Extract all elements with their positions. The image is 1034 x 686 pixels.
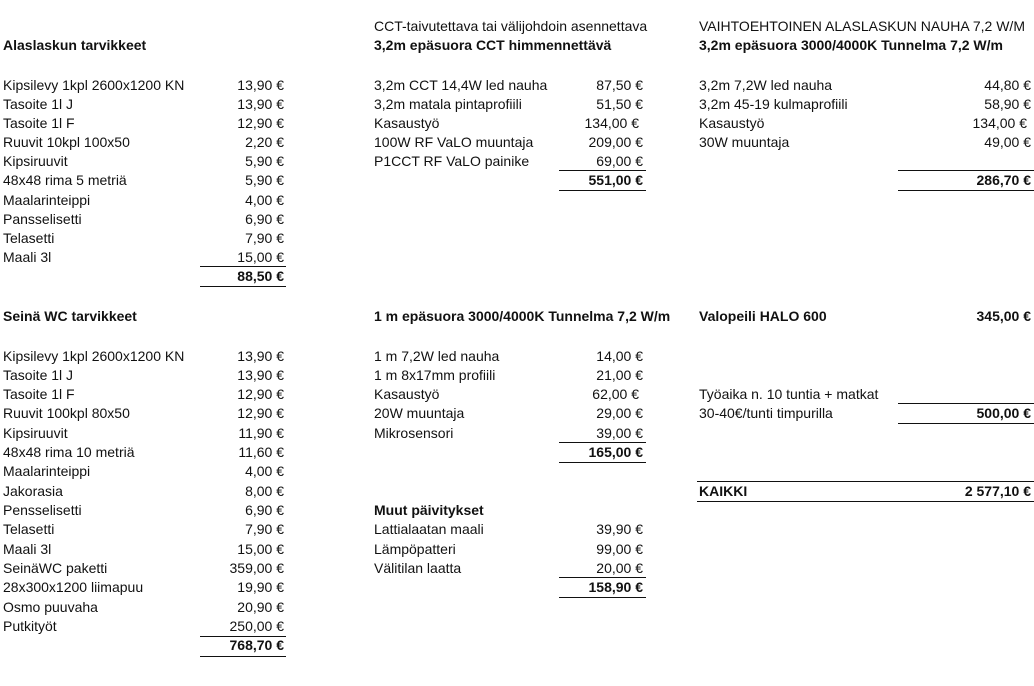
section-total: 165,00 €	[588, 444, 643, 460]
total-rule	[200, 656, 286, 657]
total-rule	[200, 286, 286, 287]
item-name: Välitilan laatta	[374, 560, 462, 576]
grand-total-value: 2 577,10 €	[964, 483, 1031, 499]
item-name: Ruuvit 10kpl 100x50	[3, 134, 130, 150]
item-name: Maalarinteippi	[3, 192, 91, 208]
tyoaika-total: 500,00 €	[976, 405, 1031, 421]
section-subtitle: VAIHTOEHTOINEN ALASLASKUN NAUHA 7,2 W/M	[699, 18, 1025, 34]
item-price: 6,90 €	[245, 211, 284, 227]
total-rule	[559, 190, 646, 191]
item-name: Lämpöpatteri	[374, 541, 456, 557]
section-title: Alaslaskun tarvikkeet	[3, 37, 147, 53]
item-price: 5,90 €	[245, 172, 284, 188]
item-name: P1CCT RF VaLO painike	[374, 153, 530, 169]
item-price: 29,00 €	[596, 405, 643, 421]
valopeili-name: Valopeili HALO 600	[699, 308, 827, 324]
section-total: 158,90 €	[588, 579, 643, 595]
section-total: 768,70 €	[229, 637, 284, 653]
item-price: 15,00 €	[237, 249, 284, 265]
item-price: 14,00 €	[596, 348, 643, 364]
item-name: Kipsiruuvit	[3, 153, 68, 169]
total-rule	[898, 423, 1034, 424]
item-price: 39,90 €	[596, 521, 643, 537]
item-price: 58,90 €	[984, 96, 1031, 112]
item-name: Tasoite 1l F	[3, 386, 75, 402]
item-name: 3,2m matala pintaprofiili	[374, 96, 522, 112]
item-name: 48x48 rima 10 metriä	[3, 444, 135, 460]
section-title: Seinä WC tarvikkeet	[3, 308, 137, 324]
item-price: 11,60 €	[238, 444, 284, 460]
item-name: 3,2m CCT 14,4W led nauha	[374, 77, 548, 93]
tyoaika-line2: 30-40€/tunti timpurilla	[699, 405, 833, 421]
item-name: 3,2m 7,2W led nauha	[699, 77, 833, 93]
item-name: Kipsiruuvit	[3, 425, 68, 441]
item-name: Maalarinteippi	[3, 463, 91, 479]
tyoaika-line1: Työaika n. 10 tuntia + matkat	[699, 386, 879, 402]
item-price: 7,90 €	[245, 521, 284, 537]
section-title: Muut päivitykset	[374, 502, 484, 518]
section-title: 1 m epäsuora 3000/4000K Tunnelma 7,2 W/m	[374, 308, 671, 324]
item-name: Jakorasia	[3, 483, 63, 499]
item-price: 13,90 €	[237, 348, 284, 364]
item-price: 51,50 €	[596, 96, 643, 112]
grand-total-label: KAIKKI	[699, 483, 748, 499]
item-price: 12,90 €	[237, 115, 284, 131]
item-name: 1 m 7,2W led nauha	[374, 348, 500, 364]
item-name: 48x48 rima 5 metriä	[3, 172, 127, 188]
section-total: 88,50 €	[237, 268, 284, 284]
item-name: Maali 3l	[3, 249, 52, 265]
item-name: 100W RF VaLO muuntaja	[374, 134, 534, 150]
item-price: 250,00 €	[229, 618, 284, 634]
item-price: 13,90 €	[237, 77, 284, 93]
item-price: 2,20 €	[245, 134, 284, 150]
item-price: 6,90 €	[245, 502, 284, 518]
item-price: 87,50 €	[596, 77, 643, 93]
item-name: Osmo puuvaha	[3, 599, 98, 615]
grand-total-bottom-rule	[697, 501, 1034, 502]
item-price: 13,90 €	[237, 367, 284, 383]
item-name: Kipsilevy 1kpl 2600x1200 KN	[3, 77, 185, 93]
item-name: Kasaustyö	[699, 115, 765, 131]
item-name: 30W muuntaja	[699, 134, 790, 150]
item-name: Mikrosensori	[374, 425, 454, 441]
item-price: 21,00 €	[596, 367, 643, 383]
item-name: Kasaustyö	[374, 115, 440, 131]
item-price: 12,90 €	[237, 405, 284, 421]
item-name: Tasoite 1l J	[3, 96, 74, 112]
item-price: 7,90 €	[245, 230, 284, 246]
item-name: Maali 3l	[3, 541, 52, 557]
item-price: 49,00 €	[984, 134, 1031, 150]
item-name: 1 m 8x17mm profiili	[374, 367, 496, 383]
item-price: 359,00 €	[229, 560, 284, 576]
section-total: 286,70 €	[976, 172, 1031, 188]
item-name: Tasoite 1l J	[3, 367, 74, 383]
item-price: 11,90 €	[238, 425, 284, 441]
item-name: 3,2m 45-19 kulmaprofiili	[699, 96, 848, 112]
item-price: 209,00 €	[588, 134, 643, 150]
item-price: 39,00 €	[596, 425, 643, 441]
section-subtitle: CCT-taivutettava tai välijohdoin asennettava	[374, 18, 648, 34]
item-price: 44,80 €	[984, 77, 1031, 93]
item-name: Ruuvit 100kpl 80x50	[3, 405, 130, 421]
item-name: Pensselisetti	[3, 502, 82, 518]
total-rule	[898, 190, 1034, 191]
section-title: 3,2m epäsuora 3000/4000K Tunnelma 7,2 W/m	[699, 37, 1003, 53]
valopeili-price: 345,00 €	[976, 308, 1031, 324]
item-name: Lattialaatan maali	[374, 521, 484, 537]
item-name: Tasoite 1l F	[3, 115, 75, 131]
item-price: 8,00 €	[245, 483, 284, 499]
item-name: Telasetti	[3, 230, 55, 246]
item-price: 134,00 €	[972, 115, 1027, 131]
item-price: 20,90 €	[237, 599, 284, 615]
total-rule	[559, 462, 646, 463]
item-price: 4,00 €	[245, 192, 284, 208]
item-name: Pansselisetti	[3, 211, 82, 227]
section-total: 551,00 €	[588, 172, 643, 188]
item-price: 20,00 €	[596, 560, 643, 576]
item-price: 99,00 €	[596, 541, 643, 557]
item-name: Putkityöt	[3, 618, 57, 634]
item-price: 134,00 €	[584, 115, 639, 131]
item-name: 20W muuntaja	[374, 405, 465, 421]
item-name: 28x300x1200 liimapuu	[3, 579, 144, 595]
item-name: Telasetti	[3, 521, 55, 537]
item-price: 15,00 €	[237, 541, 284, 557]
item-name: Kipsilevy 1kpl 2600x1200 KN	[3, 348, 185, 364]
item-price: 19,90 €	[237, 579, 284, 595]
item-price: 5,90 €	[245, 153, 284, 169]
item-name: Kasaustyö	[374, 386, 440, 402]
item-price: 13,90 €	[237, 96, 284, 112]
item-name: SeinäWC paketti	[3, 560, 108, 576]
item-price: 62,00 €	[592, 386, 639, 402]
section-title: 3,2m epäsuora CCT himmennettävä	[374, 37, 612, 53]
total-rule	[559, 597, 646, 598]
item-price: 4,00 €	[245, 463, 284, 479]
item-price: 12,90 €	[237, 386, 284, 402]
item-price: 69,00 €	[596, 153, 643, 169]
